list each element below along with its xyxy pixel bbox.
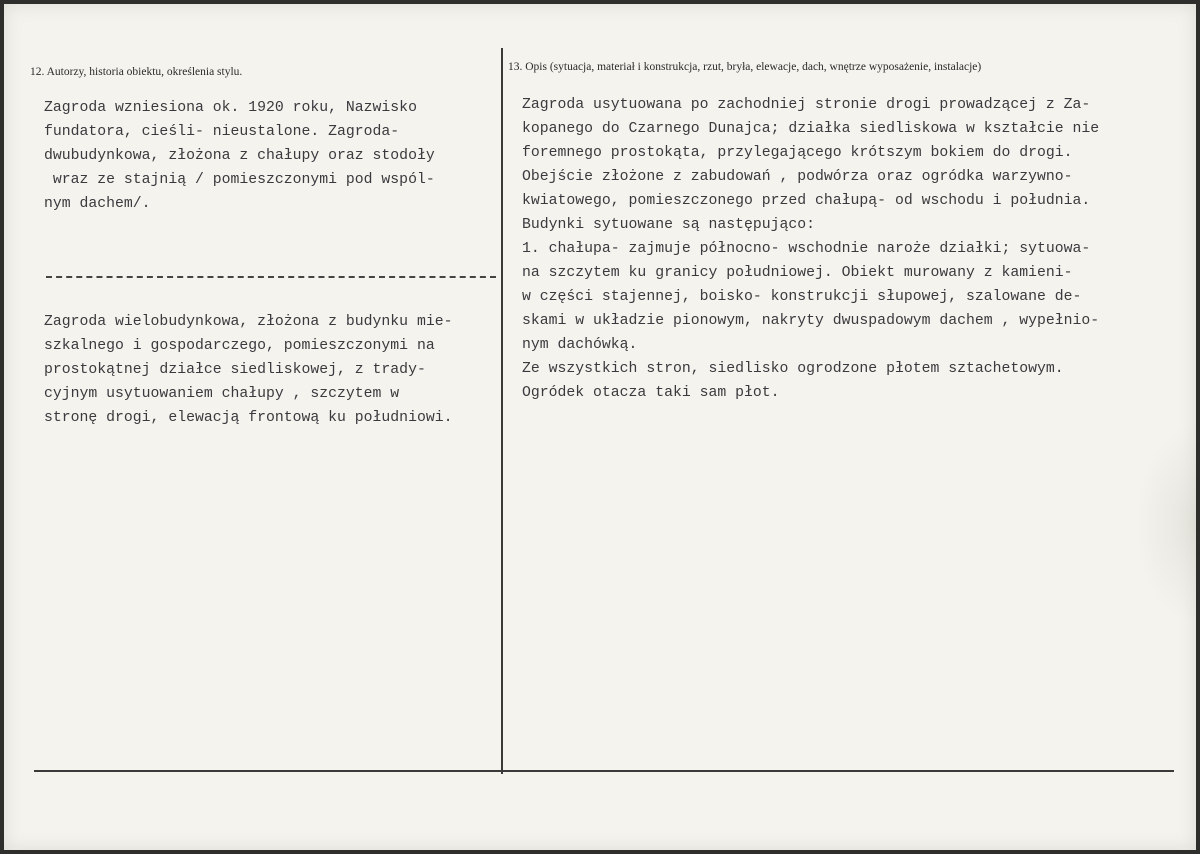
text-line: Budynki sytuowane są następująco: <box>522 217 816 233</box>
typed-dash-separator <box>46 276 496 278</box>
text-line: cyjnym usytuowaniem chałupy , szczytem w <box>44 386 400 402</box>
text-line: nym dachem/. <box>44 196 151 212</box>
text-line: Zagroda wzniesiona ok. 1920 roku, Nazwisko <box>44 100 417 116</box>
section-12-text-history <box>44 96 435 216</box>
text-line: kopanego do Czarnego Dunajca; działka siedliskowa w kształcie nie <box>522 121 1100 137</box>
section-12-text-layout <box>44 310 452 430</box>
text-line: Zagroda wielobudynkowa, złożona z budynku mie- <box>44 314 453 330</box>
text-line: 1. chałupa- zajmuje północno- wschodnie naroże działki; sytuowa- <box>522 241 1091 257</box>
record-card <box>4 4 1196 850</box>
text-line: Ze wszystkich stron, siedlisko ogrodzone płotem sztachetowym. <box>522 361 1064 377</box>
text-line: nym dachówką. <box>522 337 638 353</box>
text-line: skami w układzie pionowym, nakryty dwuspadowym dachem , wypełnio- <box>522 313 1100 329</box>
paper-stain <box>1136 424 1196 624</box>
text-line: kwiatowego, pomieszczonego przed chałupą- od wschodu i południa. <box>522 193 1091 209</box>
section-12-heading: 12. Autorzy, historia obiektu, określenia stylu. <box>30 66 243 78</box>
section-13-heading: 13. Opis (sytuacja, materiał i konstrukcja, rzut, bryła, elewacje, dach, wnętrze wyposażenie, instalacje) <box>508 61 982 73</box>
text-line: Ogródek otacza taki sam płot. <box>522 385 780 401</box>
text-line: w części stajennej, boisko- konstrukcji słupowej, szalowane de- <box>522 289 1082 305</box>
section-13-text-description <box>522 93 1099 405</box>
text-line: stronę drogi, elewacją frontową ku południowi. <box>44 410 453 426</box>
text-line: foremnego prostokąta, przylegającego krótszym bokiem do drogi. <box>522 145 1073 161</box>
text-line: Obejście złożone z zabudowań , podwórza oraz ogródka warzywno- <box>522 169 1073 185</box>
text-line: fundatora, cieśli- nieustalone. Zagroda- <box>44 124 400 140</box>
column-divider <box>501 48 503 774</box>
text-line: wraz ze stajnią / pomieszczonymi pod wspól- <box>44 172 435 188</box>
text-line: Zagroda usytuowana po zachodniej stronie drogi prowadzącej z Za- <box>522 97 1091 113</box>
text-line: na szczytem ku granicy południowej. Obiekt murowany z kamieni- <box>522 265 1073 281</box>
text-line: dwubudynkowa, złożona z chałupy oraz stodoły <box>44 148 435 164</box>
text-line: szkalnego i gospodarczego, pomieszczonymi na <box>44 338 435 354</box>
bottom-rule <box>34 770 1174 772</box>
text-line: prostokątnej działce siedliskowej, z trady- <box>44 362 426 378</box>
